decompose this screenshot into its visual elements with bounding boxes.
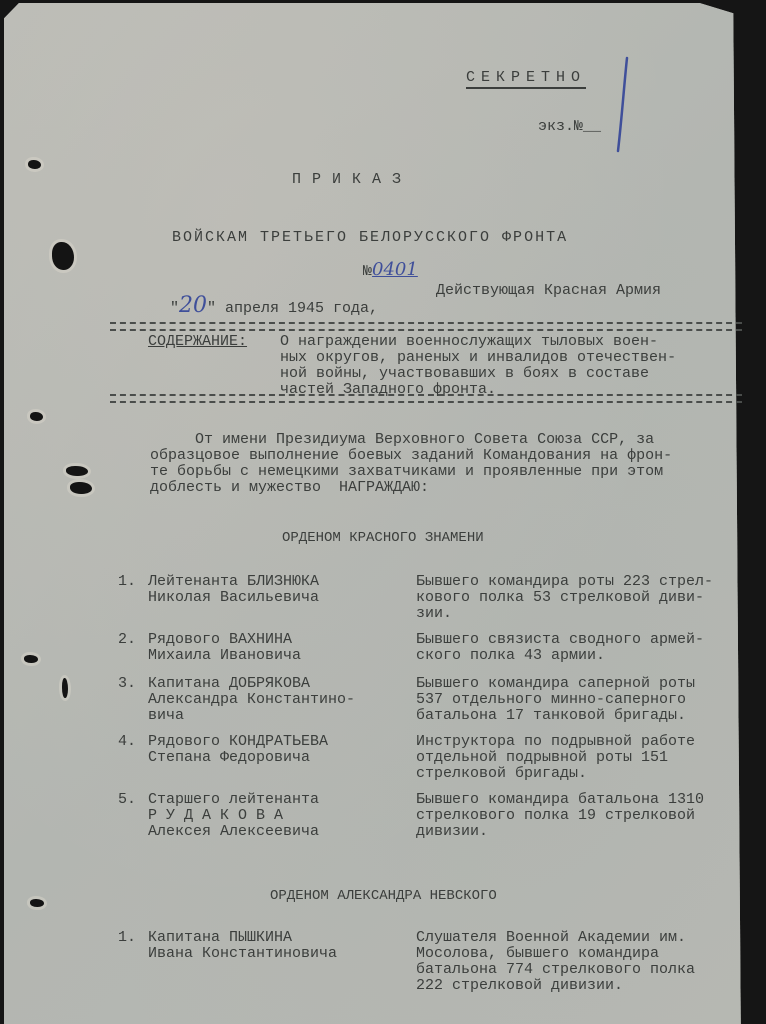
entry-description [416,632,704,664]
divider-bottom [110,394,742,403]
desc-line: Слушателя Военной Академии им. [416,929,687,946]
desc-line: Мосолова, бывшего командира [416,945,660,962]
desc-line: 222 стрелковой дивизии. [416,977,624,994]
entry-name [148,792,319,840]
desc-line: зии. [416,605,453,622]
name-line: Николая Васильевича [148,589,320,606]
order-date [152,282,378,317]
name-line: Михаила Ивановича [148,647,302,664]
desc-line: ского полка 43 армии. [416,647,606,664]
preamble-line: те борьбы с немецкими захватчиками и проявленные при этом [150,463,664,480]
section-title-red-banner: ОРДЕНОМ КРАСНОГО ЗНАМЕНИ [282,530,484,546]
addressee [150,214,568,246]
desc-line: батальона 774 стрелкового полка [416,961,696,978]
summary-text [280,334,676,398]
copy-number [520,103,601,135]
document-type: ПРИКАЗ [292,171,413,188]
desc-line: Инструктора по подрывной работе [416,733,696,750]
entry-name [148,930,337,962]
desc-line: Бывшего командира роты 223 стрел- [416,573,714,590]
desc-line: батальона 17 танковой бригады. [416,707,687,724]
entry-name [148,676,355,724]
preamble-line: образцовое выполнение боевых заданий Командования на фрон- [150,447,673,464]
summary-line: О награждении военнослужащих тыловых воен- [280,333,659,350]
copy-number-label: экз.№ [538,118,584,135]
desc-line: отдельной подрывной роты 151 [416,749,669,766]
location: Действующая Красная Армия [436,282,662,299]
name-line: Капитана ДОБРЯКОВА [148,675,311,692]
document-page [4,3,752,1024]
entry-description [416,676,695,724]
desc-line: дивизии. [416,823,489,840]
entry-number: 1. [118,929,137,946]
classification-label: СЕКРЕТНО [466,70,586,89]
section-title-alexander-nevsky: ОРДЕНОМ АЛЕКСАНДРА НЕВСКОГО [270,888,497,904]
entry-number: 5. [118,791,137,808]
preamble-line: От имени Президиума Верховного Совета Союза ССР, за [150,431,655,448]
punch-hole [66,466,88,476]
date-quote: " [170,300,180,317]
entry-name [148,632,301,664]
divider-top [110,322,742,331]
name-line: Капитана ПЫШКИНА [148,929,293,946]
punch-hole [28,160,41,169]
order-number-value: 0401 [372,259,418,280]
punch-hole [24,655,38,663]
name-line: Степана Федоровича [148,749,311,766]
entry-number: 3. [118,675,137,692]
entry-number: 4. [118,733,137,750]
punch-hole [62,678,68,698]
desc-line: кового полка 53 стрелковой диви- [416,589,705,606]
desc-line: 537 отдельного минно-саперного [416,691,687,708]
entry-number: 2. [118,631,137,648]
date-rest: " апреля 1945 года, [207,300,379,317]
punch-hole [30,412,43,421]
name-line: Рядового КОНДРАТЬЕВА [148,733,329,750]
name-line: Старшего лейтенанта [148,791,320,808]
summary-line: частей Западного фронта. [280,381,497,398]
entry-number: 1. [118,573,137,590]
summary-line: ных округов, раненых и инвалидов отечествен- [280,349,677,366]
desc-line: Бывшего связиста сводного армей- [416,631,705,648]
summary-label: СОДЕРЖАНИЕ: [148,333,248,350]
addressee-text: ВОЙСКАМ ТРЕТЬЕГО БЕЛОРУССКОГО ФРОНТА [172,229,569,246]
preamble [150,432,672,496]
order-number [345,246,418,280]
summary-line: ной войны, участвовавших в боях в составе [280,365,650,382]
entry-description [416,792,704,840]
pen-mark-icon [612,56,632,156]
order-number-label: № [363,263,373,280]
copy-number-value: __ [583,118,602,135]
entry-name [148,574,319,606]
preamble-line: доблесть и мужество НАГРАЖДАЮ: [150,479,430,496]
punch-hole [70,482,92,494]
desc-line: Бывшего командира батальона 1310 [416,791,705,808]
name-line: Ивана Константиновича [148,945,338,962]
punch-hole [52,242,74,270]
name-line: вича [148,707,185,724]
entry-description [416,734,695,782]
desc-line: стрелковой бригады. [416,765,588,782]
name-line: Рядового ВАХНИНА [148,631,293,648]
entry-name [148,734,328,766]
name-line: Лейтенанта БЛИЗНЮКА [148,573,320,590]
name-line: Алексея Алексеевича [148,823,320,840]
entry-description [416,574,713,622]
date-day: 20 [179,293,208,318]
desc-line: стрелкового полка 19 стрелковой [416,807,696,824]
name-line: Александра Константино- [148,691,356,708]
punch-hole [30,899,44,907]
entry-description [416,930,695,994]
desc-line: Бывшего командира саперной роты [416,675,696,692]
name-line: Р У Д А К О В А [148,807,284,824]
